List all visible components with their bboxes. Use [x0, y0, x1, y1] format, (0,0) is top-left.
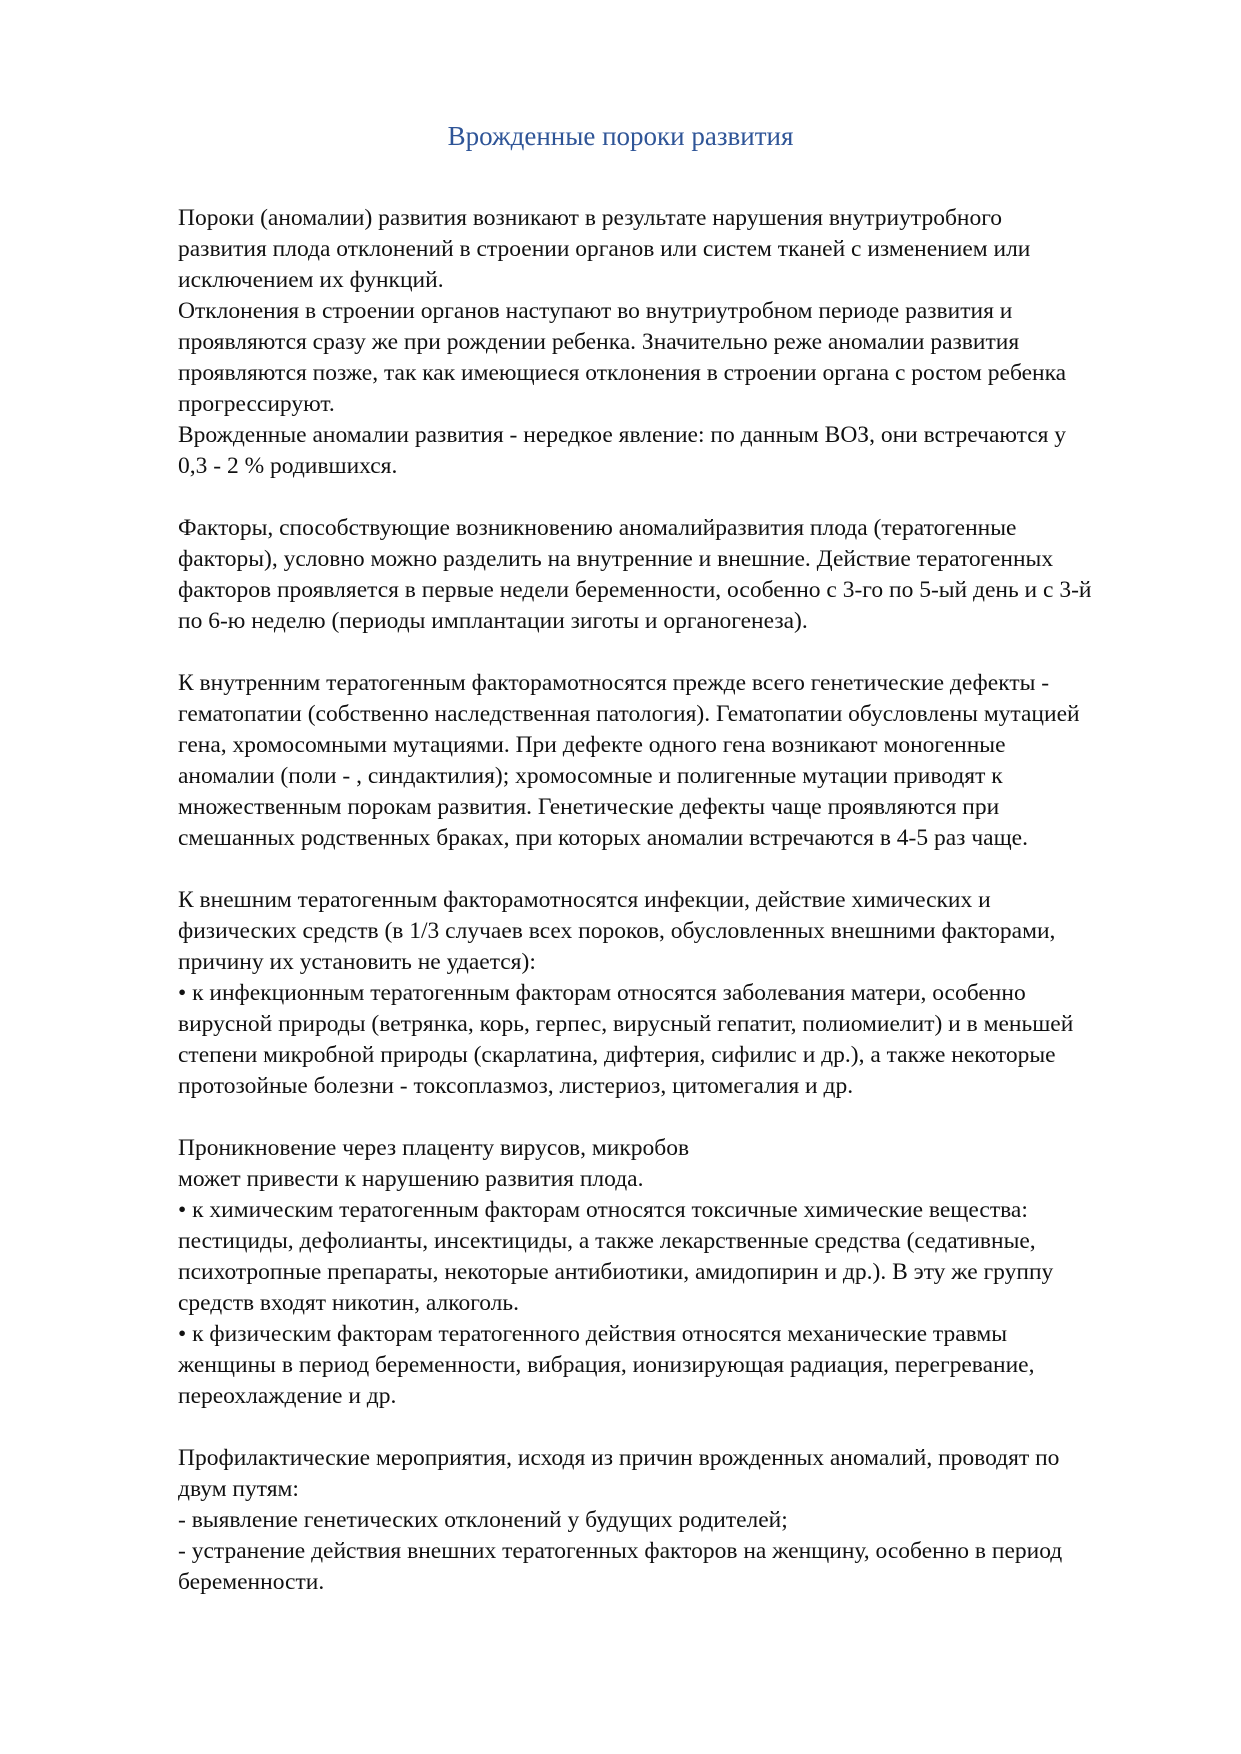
text-line: факторов проявляется в первые недели беременности, особенно с 3-го по 5-ый день и с 3-й — [178, 577, 1092, 603]
paragraph — [178, 885, 1188, 1102]
text-line: - выявление генетических отклонений у будущих родителей; — [178, 1507, 788, 1533]
text-line: средств входят никотин, алкоголь. — [178, 1290, 520, 1316]
text-line: • к химическим тератогенным факторам относятся токсичные химические вещества: — [178, 1197, 1028, 1223]
text-line: факторы), условно можно разделить на внутренние и внешние. Действие тератогенных — [178, 546, 1054, 572]
paragraph — [178, 1133, 1188, 1412]
paragraph-block — [178, 668, 1188, 854]
text-line: может привести к нарушению развития плода. — [178, 1166, 644, 1192]
text-line: пестициды, дефолианты, инсектициды, а также лекарственные средства (седативные, — [178, 1228, 1036, 1254]
text-line: по 6-ю неделю (периоды имплантации зиготы и органогенеза). — [178, 608, 808, 634]
paragraph — [178, 513, 1188, 637]
paragraph — [178, 203, 1188, 482]
page-title: Врожденные пороки развития — [447, 121, 794, 151]
text-line: женщины в период беременности, вибрация, ионизирующая радиация, перегревание, — [178, 1352, 1035, 1378]
text-line: К внутренним тератогенным факторамотносятся прежде всего генетические дефекты - — [178, 670, 1050, 696]
text-line: причину их установить не удается): — [178, 949, 536, 975]
paragraph-block — [178, 1133, 1188, 1412]
text-line: психотропные препараты, некоторые антибиотики, амидопирин и др.). В эту же группу — [178, 1259, 1054, 1285]
text-line: Врожденные аномалии развития - нередкое явление: по данным ВОЗ, они встречаются у — [178, 422, 1067, 448]
text-line: К внешним тератогенным факторамотносятся инфекции, действие химических и — [178, 887, 991, 913]
text-line: Факторы, способствующие возникновению аномалийразвития плода (тератогенные — [178, 515, 1017, 541]
text-line: • к инфекционным тератогенным факторам относятся заболевания матери, особенно — [178, 980, 1026, 1006]
text-line: множественным порокам развития. Генетические дефекты чаще проявляются при — [178, 794, 1000, 820]
text-line: смешанных родственных браках, при которых аномалии встречаются в 4-5 раз чаще. — [178, 825, 1028, 851]
text-line: физических средств (в 1/3 случаев всех пороков, обусловленных внешними факторами, — [178, 918, 1056, 944]
text-line: двум путям: — [178, 1476, 299, 1502]
text-line: проявляются позже, так как имеющиеся отклонения в строении органа с ростом ребенка — [178, 360, 1067, 386]
text-line: Пороки (аномалии) развития возникают в результате нарушения внутриутробного — [178, 205, 1003, 231]
text-line: вирусной природы (ветрянка, корь, герпес, вирусный гепатит, полиомиелит) и в меньшей — [178, 1011, 1074, 1037]
text-line: переохлаждение и др. — [178, 1383, 397, 1409]
paragraph-block — [178, 513, 1188, 637]
text-line: гена, хромосомными мутациями. При дефекте одного гена возникают моногенные — [178, 732, 1006, 758]
text-line: исключением их функций. — [178, 267, 444, 293]
text-line: Проникновение через плаценту вирусов, микробов — [178, 1135, 690, 1161]
paragraph-block — [178, 1443, 1188, 1598]
text-line: 0,3 - 2 % родившихся. — [178, 453, 398, 479]
document-body — [178, 203, 1188, 1629]
text-line: степени микробной природы (скарлатина, дифтерия, сифилис и др.), а также некоторые — [178, 1042, 1056, 1068]
text-line: аномалии (поли - , синдактилия); хромосомные и полигенные мутации приводят к — [178, 763, 1003, 789]
paragraph — [178, 1443, 1188, 1598]
text-line: Отклонения в строении органов наступают во внутриутробном периоде развития и — [178, 298, 1013, 324]
text-line: беременности. — [178, 1569, 325, 1595]
text-line: гематопатии (собственно наследственная патология). Гематопатии обусловлены мутацией — [178, 701, 1080, 727]
text-line: - устранение действия внешних тератогенных факторов на женщину, особенно в период — [178, 1538, 1063, 1564]
text-line: Профилактические мероприятия, исходя из причин врожденных аномалий, проводят по — [178, 1445, 1060, 1471]
text-line: протозойные болезни - токсоплазмоз, листериоз, цитомегалия и др. — [178, 1073, 854, 1099]
text-line: проявляются сразу же при рождении ребенка. Значительно реже аномалии развития — [178, 329, 1020, 355]
paragraph — [178, 668, 1188, 854]
text-line: прогрессируют. — [178, 391, 335, 417]
paragraph-block — [178, 203, 1188, 482]
paragraph-block — [178, 885, 1188, 1102]
text-line: • к физическим факторам тератогенного действия относятся механические травмы — [178, 1321, 1008, 1347]
text-line: развития плода отклонений в строении органов или систем тканей с изменением или — [178, 236, 1031, 262]
